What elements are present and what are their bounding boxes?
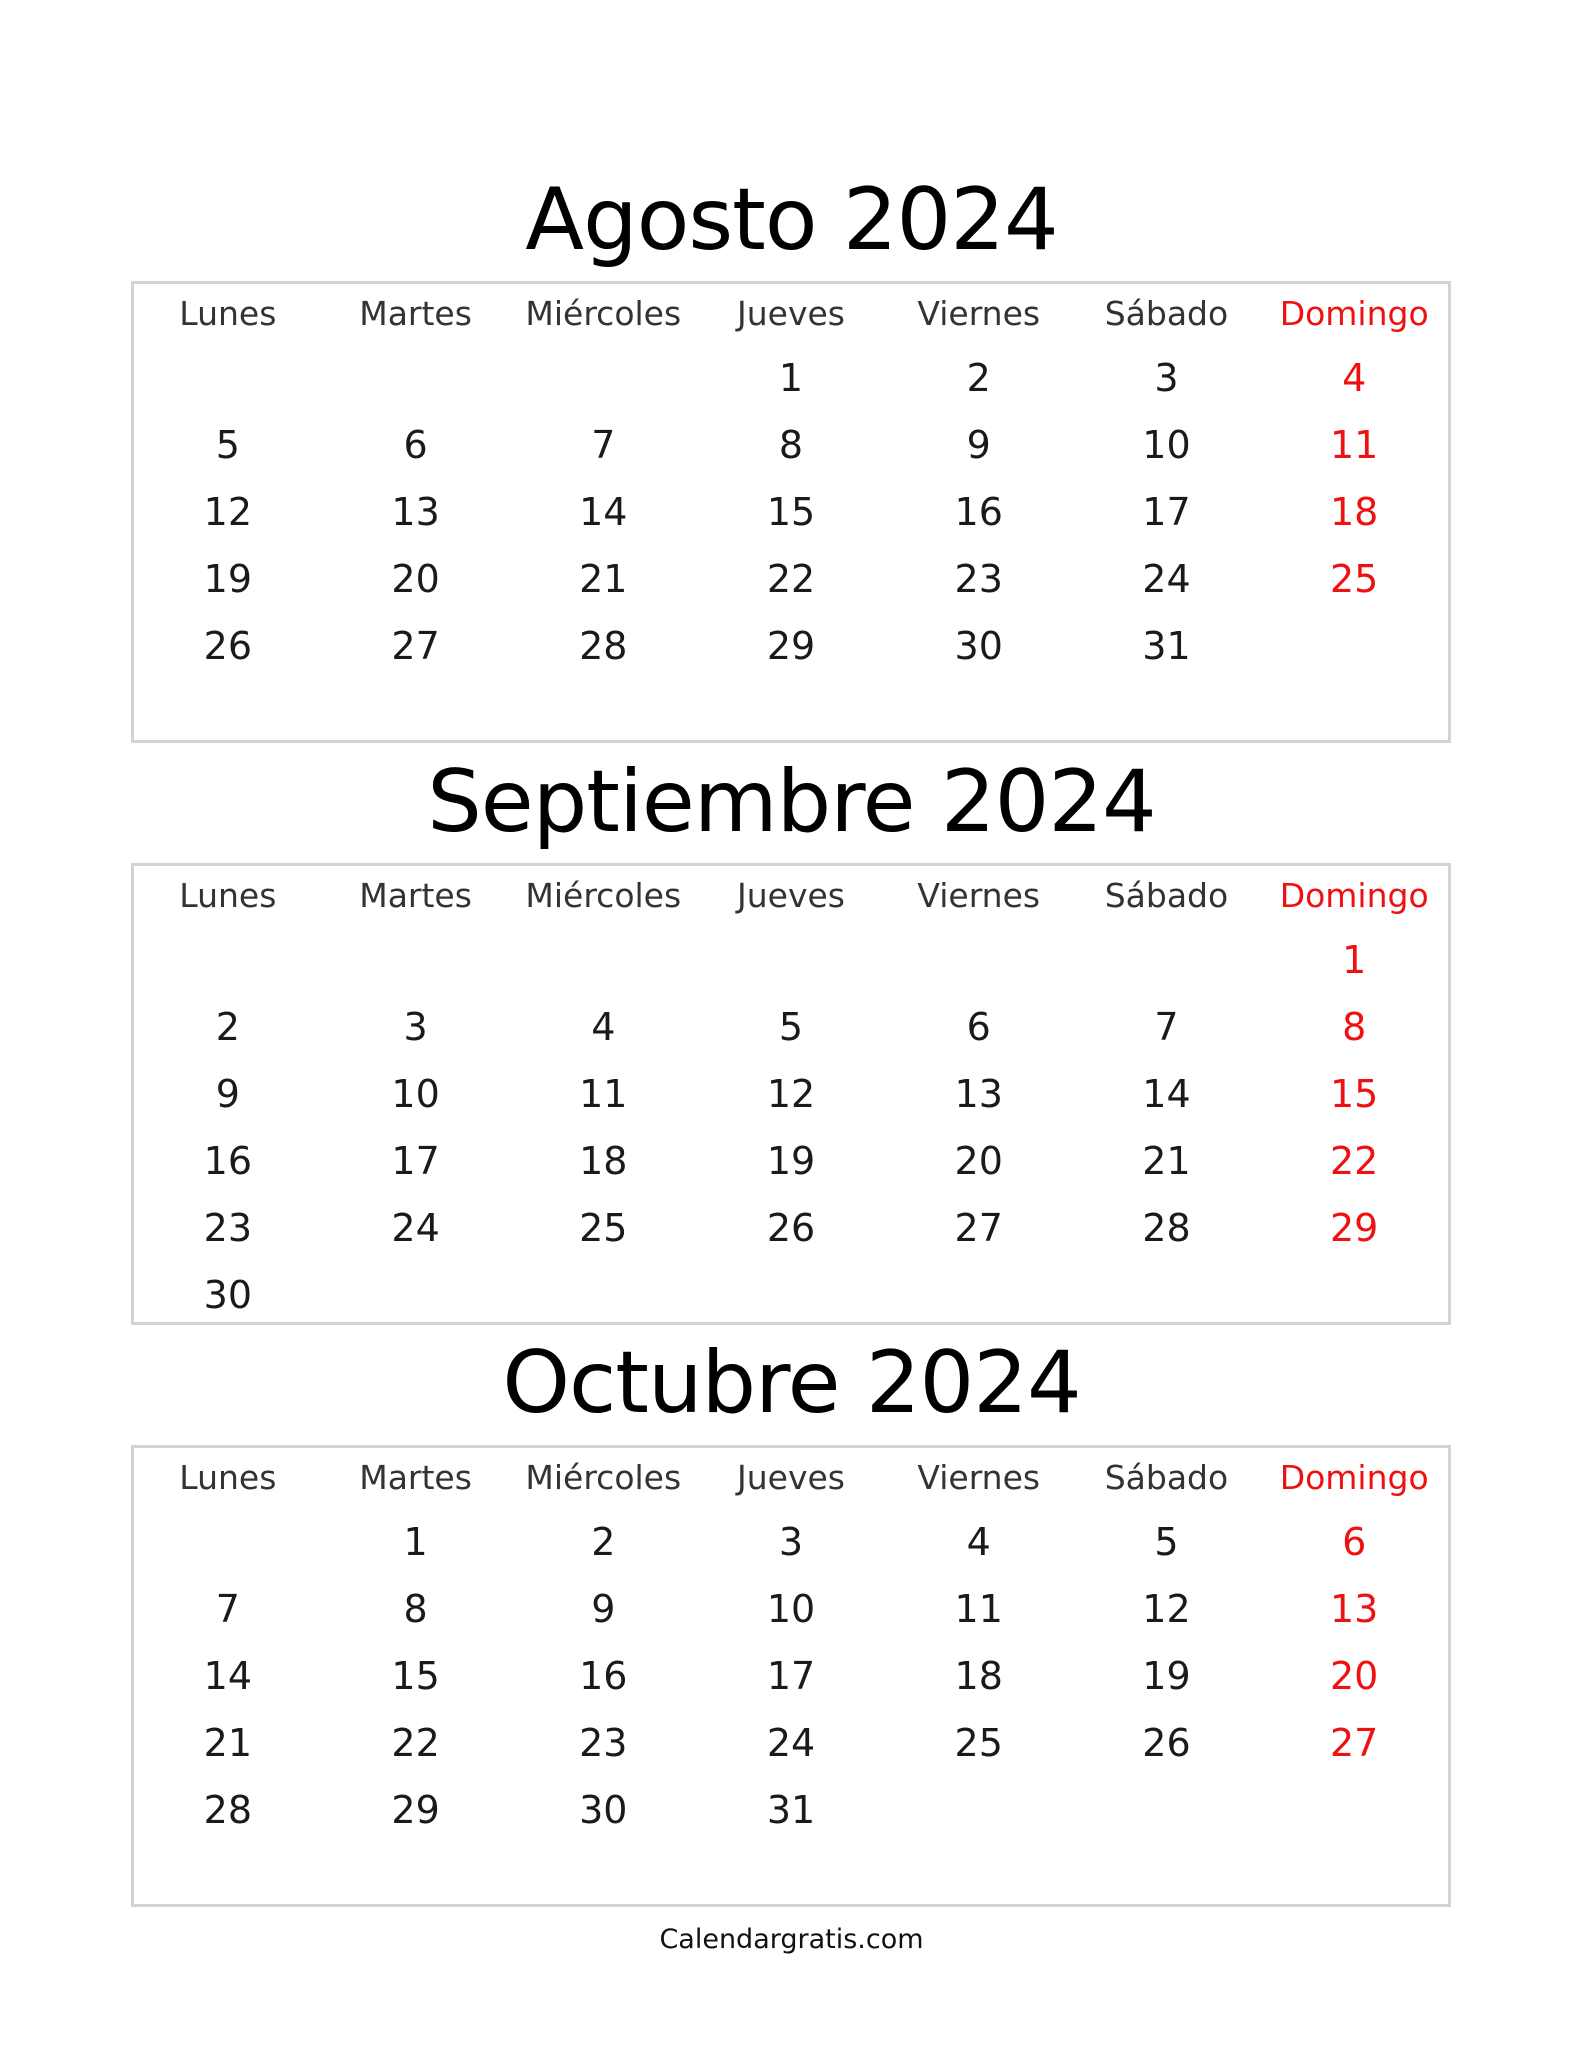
- day-cell: 12: [766, 1071, 816, 1116]
- day-cell: 8: [778, 422, 804, 467]
- day-cell: 28: [203, 1787, 253, 1832]
- weekday-header-row: [134, 284, 1448, 344]
- day-cell-sunday: 25: [1329, 556, 1379, 601]
- weekday-tuesday: Martes: [359, 1458, 472, 1497]
- day-cell-sunday: 27: [1329, 1720, 1379, 1765]
- day-cell: 30: [203, 1272, 253, 1317]
- weekday-sunday: Domingo: [1279, 876, 1429, 915]
- day-cell: 2: [215, 1004, 240, 1049]
- week-row: [134, 993, 1448, 1060]
- day-cell: 6: [403, 422, 428, 467]
- day-cell: 27: [954, 1205, 1003, 1250]
- day-cell: 26: [766, 1205, 816, 1250]
- day-cell: 5: [778, 1004, 804, 1049]
- day-cell: 24: [766, 1720, 816, 1765]
- week-row: [134, 1709, 1448, 1776]
- weekday-saturday: Sábado: [1104, 876, 1229, 915]
- day-cell-sunday: 22: [1329, 1138, 1379, 1183]
- weekday-header-row: [134, 866, 1448, 926]
- day-cell: 10: [1142, 422, 1191, 467]
- day-cell: 20: [954, 1138, 1003, 1183]
- day-cell: 5: [1154, 1519, 1179, 1564]
- day-cell: 10: [766, 1586, 816, 1631]
- day-cell: 17: [1142, 489, 1191, 534]
- day-cell: 22: [766, 556, 816, 601]
- day-cell: 16: [954, 489, 1003, 534]
- day-cell: 9: [591, 1586, 616, 1631]
- day-cell: 24: [391, 1205, 440, 1250]
- month-calendar-october: [131, 1445, 1451, 1907]
- day-cell: 9: [215, 1071, 240, 1116]
- day-cell: 11: [954, 1586, 1003, 1631]
- day-cell-sunday: 15: [1329, 1071, 1379, 1116]
- weekday-saturday: Sábado: [1104, 294, 1229, 333]
- day-cell: 12: [203, 489, 253, 534]
- day-cell: 3: [778, 1519, 804, 1564]
- day-cell: 26: [1142, 1720, 1191, 1765]
- day-cell: 30: [954, 623, 1003, 668]
- weekday-saturday: Sábado: [1104, 1458, 1229, 1497]
- day-cell: 3: [403, 1004, 428, 1049]
- day-cell: 4: [591, 1004, 616, 1049]
- day-cell: 21: [579, 556, 628, 601]
- week-row: [134, 478, 1448, 545]
- day-cell-sunday: 29: [1329, 1205, 1379, 1250]
- weekday-header-row: [134, 1448, 1448, 1508]
- day-cell-sunday: 11: [1329, 422, 1379, 467]
- week-row: [134, 1776, 1448, 1843]
- day-cell-sunday: 6: [1342, 1519, 1367, 1564]
- week-row: [134, 1508, 1448, 1575]
- day-cell: 11: [579, 1071, 628, 1116]
- week-row: [134, 1575, 1448, 1642]
- day-cell: 15: [391, 1653, 440, 1698]
- weekday-monday: Lunes: [179, 1458, 277, 1497]
- day-cell: 8: [403, 1586, 428, 1631]
- weekday-thursday: Jueves: [737, 1458, 845, 1497]
- day-cell-sunday: 8: [1342, 1004, 1367, 1049]
- day-cell-sunday: 20: [1329, 1653, 1379, 1698]
- day-cell: 17: [766, 1653, 816, 1698]
- day-cell: 13: [954, 1071, 1003, 1116]
- day-cell: 28: [579, 623, 628, 668]
- week-row: [134, 545, 1448, 612]
- week-row: [134, 1642, 1448, 1709]
- calendar-grid: [134, 1448, 1448, 1843]
- day-cell: 21: [203, 1720, 253, 1765]
- calendar-grid: [134, 284, 1448, 679]
- day-cell: 30: [579, 1787, 628, 1832]
- day-cell-sunday: 4: [1342, 355, 1367, 400]
- day-cell-sunday: 1: [1342, 937, 1367, 982]
- day-cell: 22: [391, 1720, 440, 1765]
- day-cell: 13: [391, 489, 440, 534]
- day-cell: 9: [966, 422, 991, 467]
- week-row: [134, 411, 1448, 478]
- week-row: [134, 1261, 1448, 1328]
- day-cell: 7: [1154, 1004, 1179, 1049]
- day-cell: 19: [203, 556, 253, 601]
- week-row: [134, 344, 1448, 411]
- day-cell: 15: [766, 489, 816, 534]
- day-cell: 10: [391, 1071, 440, 1116]
- weekday-wednesday: Miércoles: [525, 294, 682, 333]
- weekday-friday: Viernes: [917, 876, 1041, 915]
- day-cell: 29: [766, 623, 816, 668]
- day-cell: 23: [579, 1720, 628, 1765]
- weekday-thursday: Jueves: [737, 294, 845, 333]
- weekday-sunday: Domingo: [1279, 294, 1429, 333]
- day-cell: 16: [203, 1138, 253, 1183]
- day-cell: 1: [778, 355, 804, 400]
- day-cell: 25: [954, 1720, 1003, 1765]
- day-cell: 27: [391, 623, 440, 668]
- day-cell: 14: [579, 489, 628, 534]
- day-cell: 3: [1154, 355, 1179, 400]
- week-row: [134, 926, 1448, 993]
- weekday-monday: Lunes: [179, 294, 277, 333]
- month-calendar-september: [131, 863, 1451, 1325]
- day-cell: 19: [1142, 1653, 1191, 1698]
- day-cell: 31: [1142, 623, 1191, 668]
- weekday-wednesday: Miércoles: [525, 876, 682, 915]
- day-cell: 2: [591, 1519, 616, 1564]
- day-cell: 23: [203, 1205, 253, 1250]
- month-title-october: Octubre 2024: [502, 1333, 1081, 1433]
- weekday-tuesday: Martes: [359, 876, 472, 915]
- day-cell: 19: [766, 1138, 816, 1183]
- day-cell: 24: [1142, 556, 1191, 601]
- day-cell-sunday: 18: [1329, 489, 1379, 534]
- day-cell: 16: [579, 1653, 628, 1698]
- day-cell: 21: [1142, 1138, 1191, 1183]
- weekday-friday: Viernes: [917, 1458, 1041, 1497]
- day-cell: 5: [215, 422, 240, 467]
- day-cell: 7: [215, 1586, 240, 1631]
- weekday-thursday: Jueves: [737, 876, 845, 915]
- day-cell: 4: [966, 1519, 991, 1564]
- day-cell: 31: [766, 1787, 816, 1832]
- day-cell: 28: [1142, 1205, 1191, 1250]
- weekday-wednesday: Miércoles: [525, 1458, 682, 1497]
- day-cell: 7: [591, 422, 616, 467]
- day-cell-sunday: 13: [1329, 1586, 1379, 1631]
- day-cell: 14: [203, 1653, 253, 1698]
- day-cell: 6: [966, 1004, 991, 1049]
- day-cell: 14: [1142, 1071, 1191, 1116]
- day-cell: 1: [403, 1519, 428, 1564]
- weekday-monday: Lunes: [179, 876, 277, 915]
- day-cell: 26: [203, 623, 253, 668]
- day-cell: 23: [954, 556, 1003, 601]
- day-cell: 18: [954, 1653, 1003, 1698]
- weekday-sunday: Domingo: [1279, 1458, 1429, 1497]
- day-cell: 25: [579, 1205, 628, 1250]
- week-row: [134, 612, 1448, 679]
- weekday-tuesday: Martes: [359, 294, 472, 333]
- month-calendar-august: [131, 281, 1451, 743]
- weekday-friday: Viernes: [917, 294, 1041, 333]
- month-title-august: Agosto 2024: [525, 170, 1058, 270]
- day-cell: 17: [391, 1138, 440, 1183]
- week-row: [134, 1127, 1448, 1194]
- week-row: [134, 1060, 1448, 1127]
- day-cell: 29: [391, 1787, 440, 1832]
- day-cell: 12: [1142, 1586, 1191, 1631]
- footer-site-name: Calendargratis.com: [659, 1924, 924, 1955]
- month-title-september: Septiembre 2024: [427, 752, 1156, 852]
- week-row: [134, 1194, 1448, 1261]
- day-cell: 20: [391, 556, 440, 601]
- day-cell: 2: [966, 355, 991, 400]
- day-cell: 18: [579, 1138, 628, 1183]
- calendar-grid: [134, 866, 1448, 1328]
